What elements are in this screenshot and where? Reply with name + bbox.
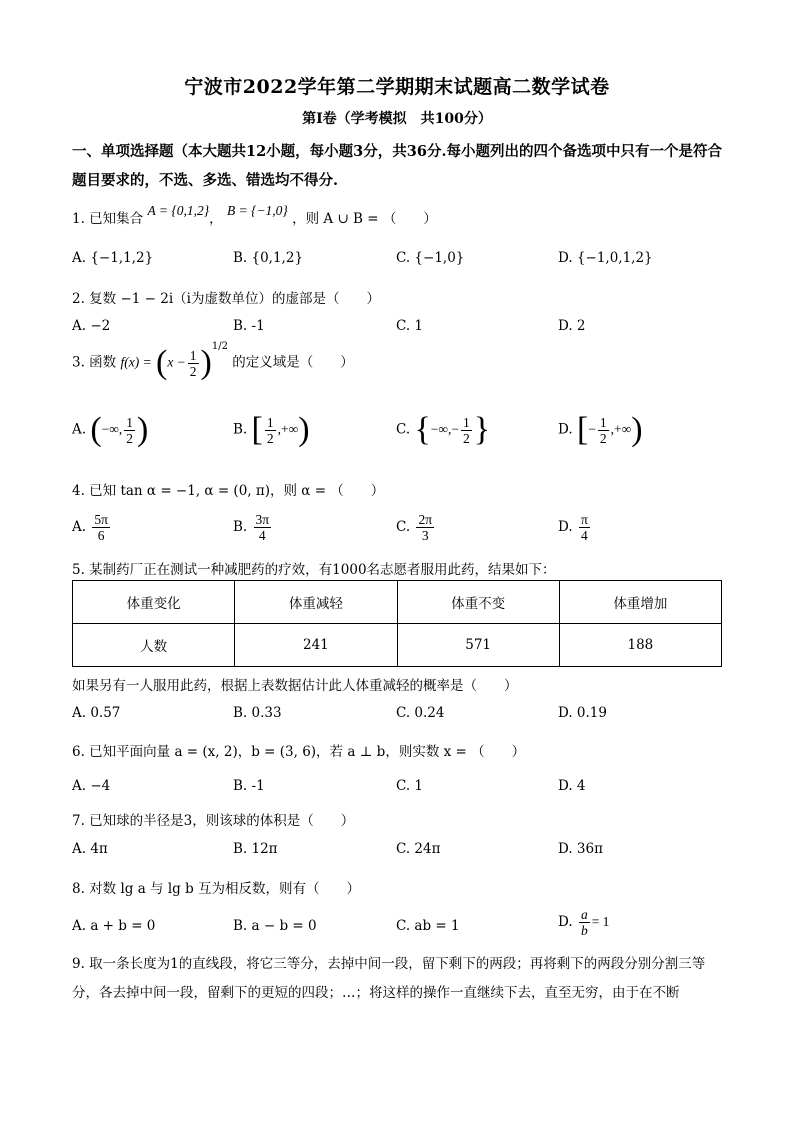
table-row [73, 624, 722, 667]
q4-option-b[interactable]: B. $\frac{3\pi}{4}$ [233, 512, 270, 543]
table-header-cell: 体重不变 [397, 581, 559, 624]
q5-option-d[interactable]: D. 0.19 [558, 705, 607, 721]
q7-option-a[interactable]: A. 4π [72, 841, 108, 857]
q3-option-d[interactable]: D. [− $\frac{1}{2}$ ,+∞) [558, 411, 643, 448]
q3-close-paren: ) [200, 344, 212, 381]
q7-option-d[interactable]: D. 36π [558, 841, 603, 857]
q3-open-paren: ( [155, 344, 168, 381]
exam-title: 宁波市2022学年第二学期期末试题高二数学试卷 [184, 76, 610, 98]
q3-option-b[interactable]: B. [ $\frac{1}{2}$ ,+∞) [233, 411, 310, 448]
question-3 [72, 341, 732, 398]
q2-option-a[interactable]: A. −2 [72, 318, 111, 334]
q5-question: 如果另有一人服用此药，根据上表数据估计此人体重减轻的概率是（ ） [72, 678, 518, 694]
q7-option-b[interactable]: B. 12π [233, 841, 278, 857]
question-8: 8. 对数 lg a 与 lg b 互为相反数，则有（ ） [72, 881, 361, 897]
question-1: 1. 已知集合 A = {0,1,2}， B = {−1,0} ，则 A ∪ B = （ ） [72, 203, 437, 227]
q6-option-a[interactable]: A. −4 [72, 778, 111, 794]
table-header-row [73, 581, 722, 624]
q1-prefix: 1. 已知集合 [72, 211, 144, 227]
table-header-cell: 体重增加 [559, 581, 721, 624]
table-cell: 241 [235, 624, 397, 667]
q1-option-c[interactable]: C. {−1,0} [396, 250, 465, 266]
table-cell: 人数 [73, 624, 235, 667]
section-heading: 一、单项选择题（本大题共12小题，每小题3分，共36分.每小题列出的四个备选项中只有一个是符合题目要求的，不选、多选、错选均不得分. [72, 143, 722, 189]
q1-option-d[interactable]: D. {−1,0,1,2} [558, 250, 653, 266]
q3-suffix: 的定义域是（ ） [232, 354, 354, 371]
q4-option-d[interactable]: D. $\frac{\pi}{4}$ [558, 512, 588, 543]
q1-set-a: A = {0,1,2} [147, 203, 210, 218]
q6-option-b[interactable]: B. -1 [233, 778, 265, 794]
q3-option-a[interactable]: A. (−∞, $\frac{1}{2}$ ) [72, 411, 149, 448]
q3-inner: x − [167, 354, 186, 370]
q8-option-d[interactable]: D. $\frac{a}{b}$ = 1 [558, 907, 610, 938]
q6-option-d[interactable]: D. 4 [558, 778, 586, 794]
q2-option-c[interactable]: C. 1 [396, 318, 424, 334]
q8-option-c[interactable]: C. ab = 1 [396, 918, 460, 934]
table-header-cell: 体重变化 [73, 581, 235, 624]
q3-function: f(x) = [120, 354, 152, 370]
q4-option-c[interactable]: C. $\frac{2\pi}{3}$ [396, 512, 433, 543]
results-table [72, 580, 722, 667]
exam-subtitle: 第Ⅰ卷（学考模拟 共100分） [302, 111, 492, 127]
q2-option-d[interactable]: D. 2 [558, 318, 586, 334]
table-header-cell: 体重减轻 [235, 581, 397, 624]
q5-option-c[interactable]: C. 0.24 [396, 705, 445, 721]
table-cell: 188 [559, 624, 721, 667]
q4-option-a[interactable]: A. $\frac{5\pi}{6}$ [72, 512, 108, 543]
q2-option-b[interactable]: B. -1 [233, 318, 265, 334]
question-5: 5. 某制药厂正在测试一种减肥药的疗效，有1000名志愿者服用此药，结果如下： [72, 562, 556, 578]
question-2: 2. 复数 −1 − 2i（i为虚数单位）的虚部是（ ） [72, 291, 380, 307]
q3-prefix: 3. 函数 [72, 354, 117, 371]
q3-exponent: 1/2 [211, 341, 228, 352]
q7-option-c[interactable]: C. 24π [396, 841, 441, 857]
q1-set-b: B = {−1,0} [226, 203, 288, 218]
question-6: 6. 已知平面向量 a = (x, 2)，b = (3, 6)，若 a ⊥ b，则实数 x = （ ） [72, 744, 526, 760]
q5-option-b[interactable]: B. 0.33 [233, 705, 282, 721]
question-9: 9. 取一条长度为1的直线段，将它三等分，去掉中间一段，留下剩下的两段；再将剩下的两段分别分割三等分，各去掉中间一段，留剩下的更短的四段；…；将这样的操作一直继续下去，直至无穷，由于在不断 [72, 956, 706, 1001]
q1-suffix: ，则 A ∪ B = （ ） [292, 211, 437, 227]
q3-half: $\frac{1}{2}$ [189, 347, 197, 379]
q1-option-a[interactable]: A. {−1,1,2} [72, 250, 154, 266]
q8-option-a[interactable]: A. a + b = 0 [72, 918, 156, 934]
table-cell: 571 [397, 624, 559, 667]
q3-option-c[interactable]: C. {−∞,− $\frac{1}{2}$ } [396, 411, 491, 448]
q1-option-b[interactable]: B. {0,1,2} [233, 250, 304, 266]
question-7: 7. 已知球的半径是3，则该球的体积是（ ） [72, 813, 355, 829]
q5-option-a[interactable]: A. 0.57 [72, 705, 121, 721]
q8-option-b[interactable]: B. a − b = 0 [233, 918, 317, 934]
q6-option-c[interactable]: C. 1 [396, 778, 424, 794]
question-4: 4. 已知 tan α = −1, α = (0, π)，则 α = （ ） [72, 483, 385, 499]
